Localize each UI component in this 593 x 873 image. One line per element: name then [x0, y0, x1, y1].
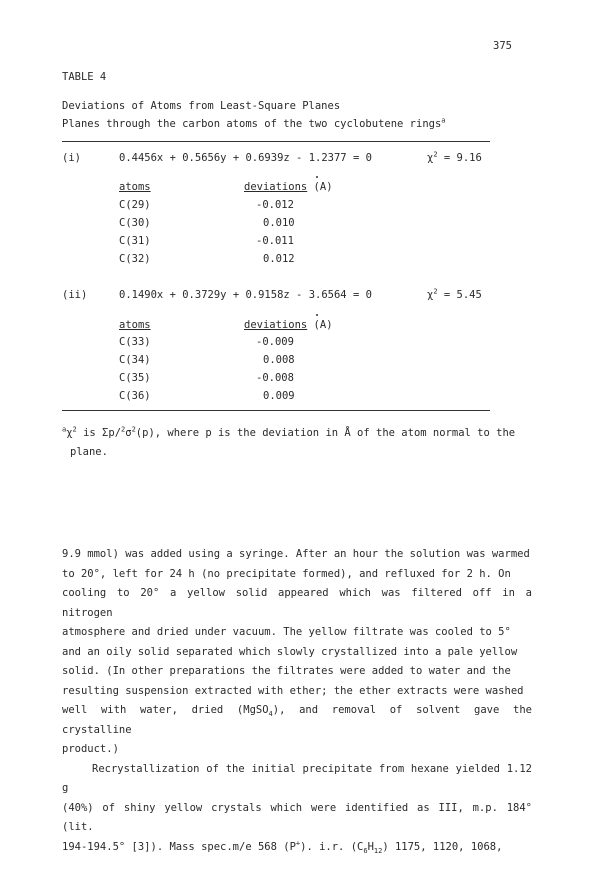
subtitle-footnote-mark: a [441, 116, 446, 125]
table-row: C(35) [119, 372, 151, 384]
table-top-rule [62, 141, 490, 142]
plane-2-id: (ii) [62, 289, 88, 301]
plane-1-col-atoms: atoms [119, 181, 151, 193]
table-row: -0.012 [256, 199, 294, 211]
table-footnote-line-2: plane. [70, 446, 108, 458]
body-line: product.) [62, 743, 119, 755]
table-bottom-rule [62, 410, 490, 411]
plane-1-id: (i) [62, 152, 81, 164]
plane-2-chi-square: $\chi^2 = 5.45$ [427, 287, 482, 301]
table-row: -0.009 [256, 336, 294, 348]
subtitle-text: Planes through the carbon atoms of the two cyclobutene rings [62, 118, 442, 130]
body-line-part: well with water, dried (MgSO [62, 704, 269, 716]
coef-c: 0.6939z [245, 152, 290, 164]
body-line: well with water, dried (MgSO$_4$), and removal of solvent gave the crystalline [62, 704, 532, 736]
table-row: C(31) [119, 235, 151, 247]
deviation-unit: (A) [313, 181, 333, 193]
table-row: C(33) [119, 336, 151, 348]
angstrom-ring-mark [316, 314, 318, 316]
coef-b: 0.3729y [182, 289, 227, 301]
table-row: C(34) [119, 354, 151, 366]
body-line: cooling to 20° a yellow solid appeared which was filtered off in a nitrogen [62, 587, 532, 619]
body-line: atmosphere and dried under vacuum. The yellow filtrate was cooled to 5° [62, 626, 511, 638]
table-row: -0.011 [256, 235, 294, 247]
body-line: to 20°, left for 24 h (no precipitate formed), and refluxed for 2 h. On [62, 567, 511, 580]
page-number: 375 [493, 40, 512, 52]
coef-b: 0.5656y [182, 152, 227, 164]
table-row: 0.008 [263, 354, 295, 366]
body-line: 9.9 mmol) was added using a syringe. After an hour the solution was warmed [62, 548, 530, 560]
plane-1-equation: 0.4456x + 0.5656y + 0.6939z - 1.2377 = 0 [119, 152, 372, 164]
body-line-part: ) 1175, 1120, 1068, [382, 840, 503, 853]
coef-a: 0.1490x [119, 289, 164, 301]
plane-2-col-deviations [244, 319, 333, 331]
table-row: 0.009 [263, 390, 295, 402]
coef-d: 1.2377 [308, 152, 347, 164]
body-line-part: H [367, 840, 374, 853]
plane-1-chi-square: $\chi^2 = 9.16$ [427, 150, 482, 164]
body-line-part: 194-194.5° [3]). Mass spec.m/e 568 (P [62, 840, 296, 853]
body-paragraph-1 [62, 545, 532, 857]
deviation-unit: (A) [313, 319, 333, 331]
table-row: C(36) [119, 390, 151, 402]
table-row: C(30) [119, 217, 151, 229]
rhs: 0 [365, 152, 372, 164]
coef-a: 0.4456x [119, 152, 164, 164]
body-line-part: ), and removal of solvent gave the crystalline [62, 704, 532, 736]
chi-value: 5.45 [456, 289, 482, 301]
deviations-heading: deviations [244, 181, 308, 193]
deviations-heading: deviations [244, 319, 308, 331]
table-row: C(32) [119, 253, 151, 265]
table-row: 0.012 [263, 253, 295, 265]
body-line: resulting suspension extracted with ether; the ether extracts were washed [62, 684, 524, 697]
body-line: 194-194.5° [3]). Mass spec.m/e 568 (P+). i.r. $(C_6H_{12})$ 1175, 1120, 1068, [62, 839, 503, 855]
footnote-text-a: is Σp/ [83, 427, 122, 439]
rhs: 0 [365, 289, 372, 301]
body-line: Recrystallization of the initial precipitate from hexane yielded 1.12 g [62, 762, 532, 794]
table-row: C(29) [119, 199, 151, 211]
table-label: TABLE 4 [62, 71, 107, 83]
body-line: and an oily solid separated which slowly crystallized into a pale yellow [62, 645, 518, 658]
coef-c: 0.9158z [245, 289, 290, 301]
plane-1-col-deviations [244, 181, 333, 193]
body-line: solid. (In other preparations the filtrates were added to water and the [62, 665, 511, 677]
body-line-part: ). i.r. (C [300, 840, 364, 853]
angstrom-ring-mark [316, 176, 318, 178]
table-title: Deviations of Atoms from Least-Square Planes [62, 100, 341, 112]
coef-d: 3.6564 [308, 289, 347, 301]
plane-2-col-atoms: atoms [119, 319, 151, 331]
body-line: (40%) of shiny yellow crystals which were identified as III, m.p. 184° (lit. [62, 801, 532, 833]
plane-2-equation: 0.1490x + 0.3729y + 0.9158z - 3.6564 = 0 [119, 289, 372, 301]
table-row: 0.010 [263, 217, 295, 229]
table-subtitle [62, 118, 446, 130]
table-row: -0.008 [256, 372, 294, 384]
table-footnote: $^a\chi^2$ is $\Sigma p/^2\sigma^2(p)$, where p is the deviation in Å of the atom normal to the [62, 425, 516, 439]
footnote-text-b: (p), where p is the deviation in Å of the atom normal to the [135, 427, 516, 439]
chi-value: 9.16 [456, 152, 482, 164]
